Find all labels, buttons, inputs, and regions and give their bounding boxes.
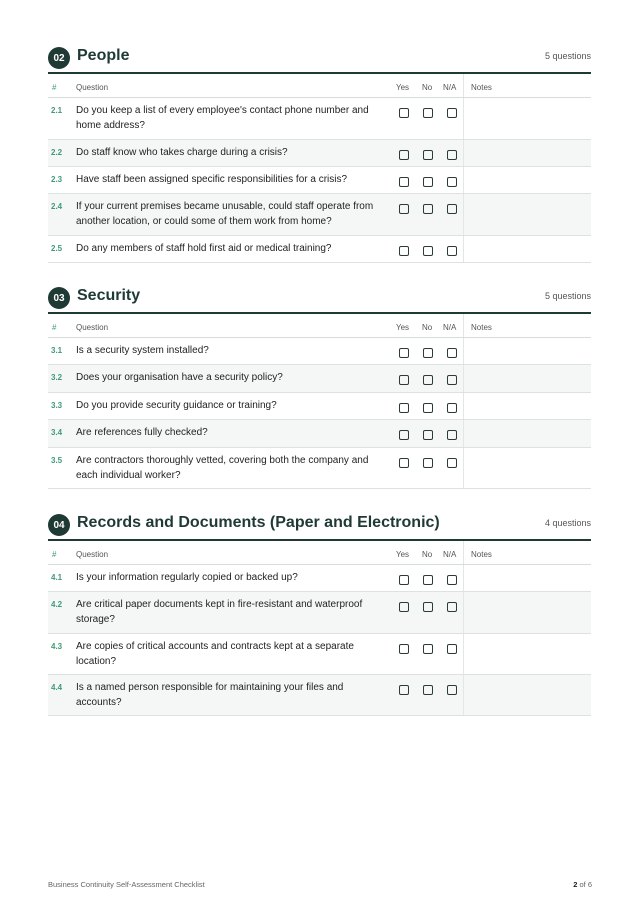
notes-field[interactable] bbox=[463, 338, 591, 364]
question-text: Do any members of staff hold first aid or medical training? bbox=[76, 243, 332, 254]
na-checkbox[interactable] bbox=[447, 348, 457, 358]
page-total: of 6 bbox=[579, 880, 592, 889]
na-checkbox[interactable] bbox=[447, 575, 457, 585]
question-number: 2.3 bbox=[51, 175, 63, 184]
question-text: Does your organisation have a security policy? bbox=[76, 372, 283, 383]
col-no: No bbox=[422, 550, 433, 559]
question-text: Are contractors thoroughly vetted, covering both the company and each individual worker? bbox=[76, 455, 369, 481]
question-text: Are copies of critical accounts and contracts kept at a separate location? bbox=[76, 641, 354, 667]
section-header bbox=[48, 511, 591, 541]
table-row bbox=[48, 140, 591, 167]
no-checkbox[interactable] bbox=[423, 403, 433, 413]
yes-checkbox[interactable] bbox=[399, 150, 409, 160]
question-number: 4.3 bbox=[51, 642, 63, 651]
table-row bbox=[48, 194, 591, 236]
col-yes: Yes bbox=[396, 550, 410, 559]
col-notes: Notes bbox=[471, 323, 492, 332]
col-number: # bbox=[52, 323, 57, 332]
notes-field[interactable] bbox=[463, 98, 591, 139]
notes-field[interactable] bbox=[463, 448, 591, 488]
question-text: Do staff know who takes charge during a crisis? bbox=[76, 147, 288, 158]
section-records bbox=[48, 511, 591, 716]
question-count: 5 questions bbox=[544, 291, 591, 301]
yes-checkbox[interactable] bbox=[399, 108, 409, 118]
na-checkbox[interactable] bbox=[447, 375, 457, 385]
na-checkbox[interactable] bbox=[447, 430, 457, 440]
table-row bbox=[48, 634, 591, 675]
column-header bbox=[48, 74, 591, 98]
no-checkbox[interactable] bbox=[423, 575, 433, 585]
table-row bbox=[48, 236, 591, 263]
no-checkbox[interactable] bbox=[423, 150, 433, 160]
table-row bbox=[48, 420, 591, 448]
column-divider bbox=[463, 74, 464, 97]
page-current: 2 bbox=[573, 880, 578, 889]
question-text: Is a named person responsible for maintaining your files and accounts? bbox=[76, 682, 344, 708]
notes-field[interactable] bbox=[463, 194, 591, 235]
na-checkbox[interactable] bbox=[447, 685, 457, 695]
question-number: 3.5 bbox=[51, 456, 63, 465]
col-question: Question bbox=[76, 323, 109, 332]
col-na: N/A bbox=[443, 550, 457, 559]
question-text: Do you provide security guidance or training? bbox=[76, 400, 277, 411]
yes-checkbox[interactable] bbox=[399, 430, 409, 440]
section-number-badge: 03 bbox=[48, 287, 70, 309]
question-text: Have staff been assigned specific responsibilities for a crisis? bbox=[76, 174, 348, 185]
col-number: # bbox=[52, 83, 57, 92]
no-checkbox[interactable] bbox=[423, 644, 433, 654]
notes-field[interactable] bbox=[463, 420, 591, 447]
question-count: 4 questions bbox=[544, 518, 591, 528]
question-number: 2.4 bbox=[51, 202, 63, 211]
col-notes: Notes bbox=[471, 550, 492, 559]
question-text: Is a security system installed? bbox=[76, 345, 209, 356]
no-checkbox[interactable] bbox=[423, 430, 433, 440]
section-number-badge: 04 bbox=[48, 514, 70, 536]
question-text: Is your information regularly copied or backed up? bbox=[76, 572, 298, 583]
section-title: Records and Documents (Paper and Electronic) bbox=[77, 514, 440, 531]
table-row bbox=[48, 393, 591, 420]
na-checkbox[interactable] bbox=[447, 458, 457, 468]
no-checkbox[interactable] bbox=[423, 602, 433, 612]
na-checkbox[interactable] bbox=[447, 108, 457, 118]
no-checkbox[interactable] bbox=[423, 246, 433, 256]
notes-field[interactable] bbox=[463, 675, 591, 715]
question-text: Do you keep a list of every employee's contact phone number and home address? bbox=[76, 105, 369, 131]
yes-checkbox[interactable] bbox=[399, 246, 409, 256]
question-number: 4.1 bbox=[51, 573, 63, 582]
question-number: 3.1 bbox=[51, 346, 63, 355]
question-number: 2.2 bbox=[51, 148, 63, 157]
question-text: Are critical paper documents kept in fire-resistant and waterproof storage? bbox=[76, 599, 363, 625]
question-text: If your current premises became unusable, could staff operate from another location, or could some of them work from home? bbox=[76, 201, 374, 227]
section-people bbox=[48, 44, 591, 263]
na-checkbox[interactable] bbox=[447, 602, 457, 612]
table-row bbox=[48, 98, 591, 140]
table-row bbox=[48, 448, 591, 489]
yes-checkbox[interactable] bbox=[399, 602, 409, 612]
yes-checkbox[interactable] bbox=[399, 177, 409, 187]
no-checkbox[interactable] bbox=[423, 685, 433, 695]
col-question: Question bbox=[76, 83, 109, 92]
yes-checkbox[interactable] bbox=[399, 575, 409, 585]
col-na: N/A bbox=[443, 323, 457, 332]
na-checkbox[interactable] bbox=[447, 177, 457, 187]
notes-field[interactable] bbox=[463, 167, 591, 193]
yes-checkbox[interactable] bbox=[399, 403, 409, 413]
col-notes: Notes bbox=[471, 83, 492, 92]
question-number: 4.4 bbox=[51, 683, 63, 692]
col-no: No bbox=[422, 83, 433, 92]
na-checkbox[interactable] bbox=[447, 644, 457, 654]
col-na: N/A bbox=[443, 83, 457, 92]
column-divider bbox=[463, 541, 464, 564]
na-checkbox[interactable] bbox=[447, 204, 457, 214]
na-checkbox[interactable] bbox=[447, 246, 457, 256]
no-checkbox[interactable] bbox=[423, 108, 433, 118]
notes-field[interactable] bbox=[463, 365, 591, 392]
question-number: 4.2 bbox=[51, 600, 63, 609]
col-yes: Yes bbox=[396, 323, 410, 332]
question-number: 2.5 bbox=[51, 244, 63, 253]
table-row bbox=[48, 167, 591, 194]
table-row bbox=[48, 675, 591, 716]
question-number: 3.3 bbox=[51, 401, 63, 410]
table-row bbox=[48, 592, 591, 634]
section-title: People bbox=[77, 47, 130, 64]
column-header bbox=[48, 541, 591, 565]
section-number-badge: 02 bbox=[48, 47, 70, 69]
notes-field[interactable] bbox=[463, 236, 591, 262]
na-checkbox[interactable] bbox=[447, 150, 457, 160]
col-number: # bbox=[52, 550, 57, 559]
notes-field[interactable] bbox=[463, 140, 591, 166]
section-title: Security bbox=[77, 287, 141, 304]
col-yes: Yes bbox=[396, 83, 410, 92]
table-row bbox=[48, 338, 591, 365]
yes-checkbox[interactable] bbox=[399, 204, 409, 214]
col-question: Question bbox=[76, 550, 109, 559]
question-number: 2.1 bbox=[51, 106, 63, 115]
notes-field[interactable] bbox=[463, 565, 591, 591]
footer-document-title: Business Continuity Self-Assessment Checklist bbox=[48, 880, 205, 889]
page-indicator bbox=[573, 880, 592, 889]
column-header bbox=[48, 314, 591, 338]
col-no: No bbox=[422, 323, 433, 332]
section-security bbox=[48, 284, 591, 489]
na-checkbox[interactable] bbox=[447, 403, 457, 413]
yes-checkbox[interactable] bbox=[399, 685, 409, 695]
yes-checkbox[interactable] bbox=[399, 348, 409, 358]
question-number: 3.2 bbox=[51, 373, 63, 382]
section-header bbox=[48, 44, 591, 74]
no-checkbox[interactable] bbox=[423, 348, 433, 358]
no-checkbox[interactable] bbox=[423, 177, 433, 187]
yes-checkbox[interactable] bbox=[399, 458, 409, 468]
no-checkbox[interactable] bbox=[423, 458, 433, 468]
table-row bbox=[48, 365, 591, 393]
no-checkbox[interactable] bbox=[423, 204, 433, 214]
question-count: 5 questions bbox=[544, 51, 591, 61]
section-header bbox=[48, 284, 591, 314]
yes-checkbox[interactable] bbox=[399, 375, 409, 385]
notes-field[interactable] bbox=[463, 634, 591, 674]
question-text: Are references fully checked? bbox=[76, 427, 208, 438]
question-number: 3.4 bbox=[51, 428, 63, 437]
notes-field[interactable] bbox=[463, 592, 591, 633]
no-checkbox[interactable] bbox=[423, 375, 433, 385]
column-divider bbox=[463, 314, 464, 337]
yes-checkbox[interactable] bbox=[399, 644, 409, 654]
notes-field[interactable] bbox=[463, 393, 591, 419]
table-row bbox=[48, 565, 591, 592]
